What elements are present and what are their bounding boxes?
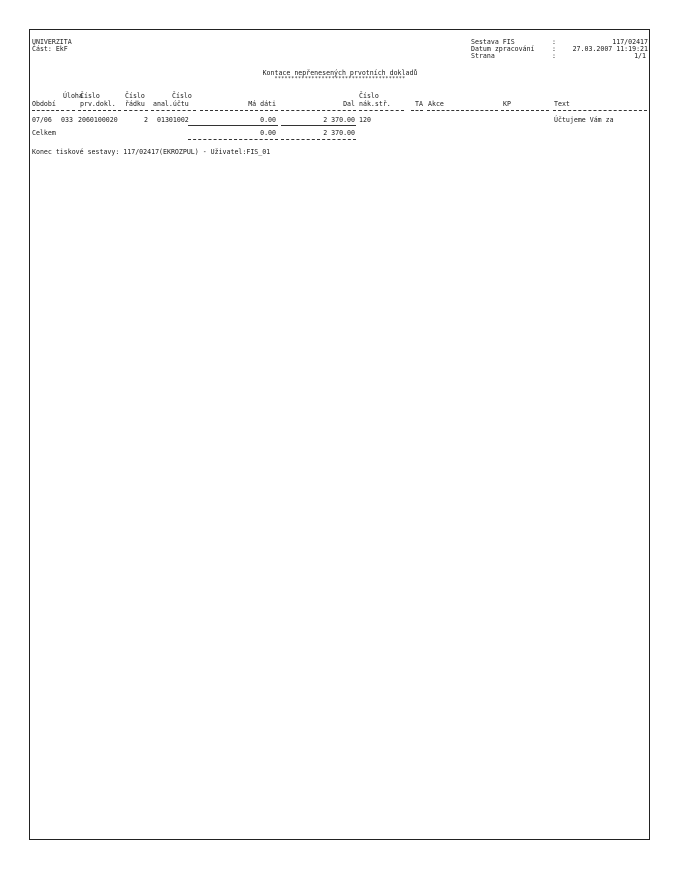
org-name: UNIVERZITA bbox=[32, 38, 72, 46]
report-title: Kontace nepřenesených prvotních dokladů bbox=[262, 69, 418, 77]
cell-ma-dati: 0.00 bbox=[260, 116, 276, 124]
cell-text: Účtujeme Vám za bbox=[554, 116, 614, 124]
meta-label-report: Sestava FIS bbox=[471, 38, 515, 46]
meta-sep: : bbox=[552, 38, 556, 46]
col-header-dal: Dal bbox=[343, 100, 355, 108]
total-ma-dati: 0.00 bbox=[260, 129, 276, 137]
col-header-anal-uctu: anal.účtu bbox=[153, 100, 189, 108]
total-dal: 2 370.00 bbox=[323, 129, 355, 137]
meta-sep: : bbox=[552, 52, 556, 60]
col-header-akce: Akce bbox=[428, 100, 444, 108]
separator bbox=[32, 110, 59, 111]
total-label: Celkem bbox=[32, 129, 56, 137]
separator bbox=[359, 110, 404, 111]
org-part: Část: EkF bbox=[32, 45, 68, 53]
separator bbox=[61, 110, 75, 111]
separator bbox=[281, 110, 356, 111]
col-header-cislo-uctu: Číslo bbox=[172, 92, 192, 100]
meta-sep: : bbox=[552, 45, 556, 53]
separator bbox=[553, 110, 647, 111]
total-line bbox=[281, 125, 356, 126]
separator bbox=[501, 110, 549, 111]
cell-nak-str: 120 bbox=[359, 116, 371, 124]
cell-dal: 2 370.00 bbox=[323, 116, 355, 124]
report-end-text: Konec tiskové sestavy: 117/02417(EKROZPUL) - Uživatel:FIS_01 bbox=[32, 148, 271, 156]
separator bbox=[124, 110, 148, 111]
separator bbox=[411, 110, 423, 111]
cell-obdobi: 07/06 bbox=[32, 116, 52, 124]
col-header-kp: KP bbox=[503, 100, 511, 108]
total-underline bbox=[188, 139, 278, 140]
meta-value-date: 27.03.2007 11:19:21 bbox=[572, 45, 648, 53]
col-header-obdobi: Období bbox=[32, 100, 56, 108]
col-header-ta: TA bbox=[415, 100, 423, 108]
separator bbox=[427, 110, 498, 111]
separator bbox=[151, 110, 196, 111]
col-header-nak-str: nák.stř. bbox=[359, 100, 391, 108]
col-header-text: Text bbox=[554, 100, 570, 108]
report-page bbox=[29, 29, 650, 840]
col-header-prv-dokl: prv.dokl. bbox=[80, 100, 116, 108]
meta-label-page: Strana bbox=[471, 52, 495, 60]
cell-uloha: 033 bbox=[61, 116, 73, 124]
meta-label-date: Datum zpracování bbox=[471, 45, 535, 53]
separator bbox=[78, 110, 121, 111]
cell-radek: 2 bbox=[144, 116, 148, 124]
col-header-ma-dati: Má dáti bbox=[248, 100, 276, 108]
title-underline: *************************************** bbox=[274, 76, 406, 82]
col-header-uloha: Úloha bbox=[63, 92, 83, 100]
total-line bbox=[188, 125, 278, 126]
col-header-cislo-dokl: Číslo bbox=[80, 92, 100, 100]
cell-cislo-dokl: 2060100020 bbox=[78, 116, 118, 124]
col-header-cislo-radku: Číslo bbox=[125, 92, 145, 100]
cell-ucet: 01301002 bbox=[157, 116, 189, 124]
separator bbox=[200, 110, 278, 111]
col-header-cislo-nakstr: Číslo bbox=[359, 92, 379, 100]
total-underline bbox=[281, 139, 356, 140]
meta-value-page: 1/1 bbox=[634, 52, 646, 60]
col-header-radku: řádku bbox=[125, 100, 145, 108]
meta-value-report: 117/02417 bbox=[612, 38, 648, 46]
